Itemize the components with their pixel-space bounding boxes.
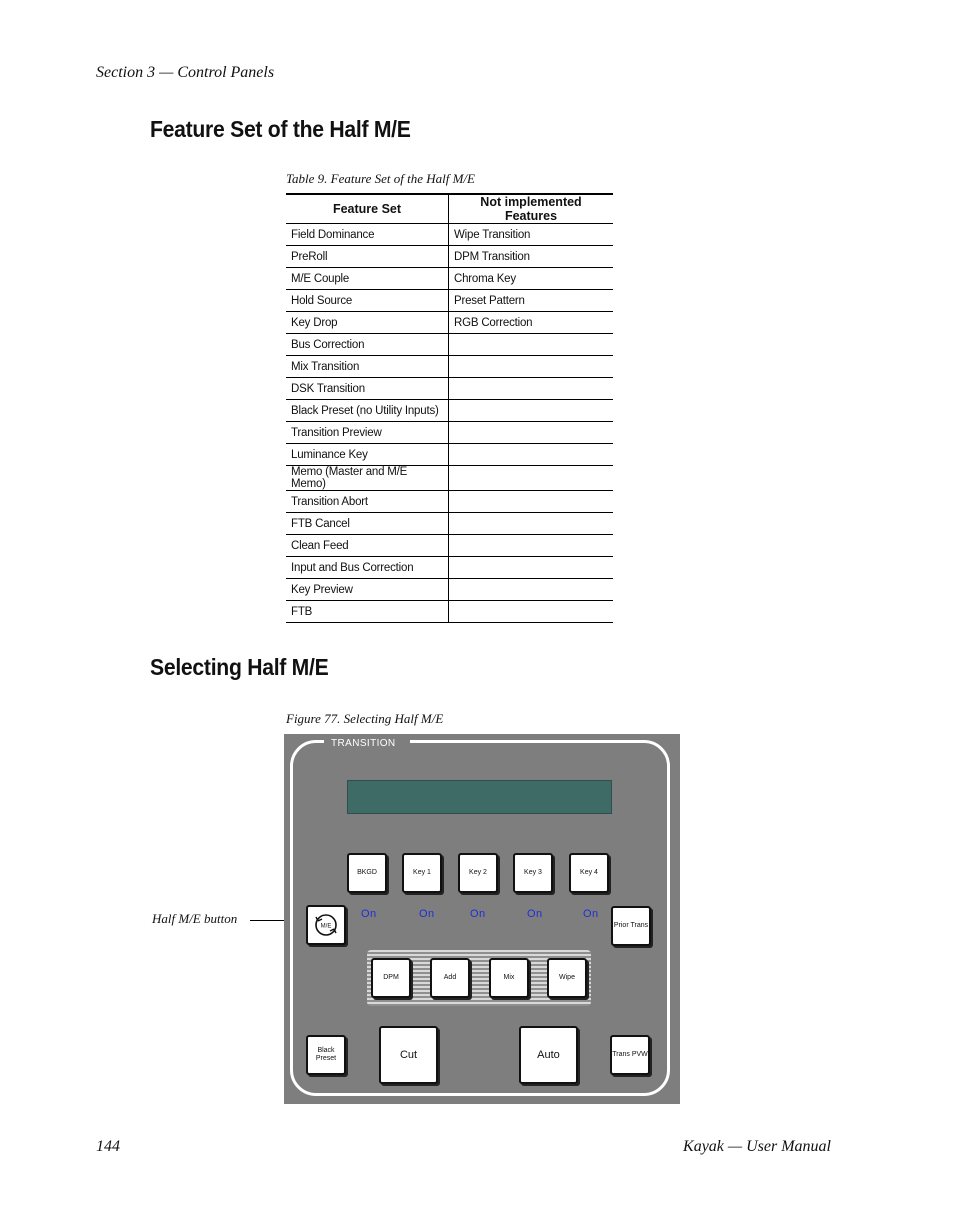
key2-on-label: On [470,908,486,920]
feature-cell: Transition Preview [286,422,449,444]
table-row [286,557,613,579]
not-implemented-cell [449,422,614,444]
key1-button[interactable]: Key 1 [402,853,442,893]
feature-cell: Mix Transition [286,356,449,378]
feature-cell: Key Drop [286,312,449,334]
transition-panel [284,734,680,1104]
auto-button[interactable]: Auto [519,1026,578,1084]
header-feature-set: Feature Set [286,194,449,224]
table-row [286,444,613,466]
trans-pvw-button[interactable]: Trans PVW [610,1035,650,1075]
table-row [286,513,613,535]
not-implemented-cell [449,444,614,466]
feature-cell: DSK Transition [286,378,449,400]
feature-cell: M/E Couple [286,268,449,290]
not-implemented-cell [449,579,614,601]
table-row [286,601,613,623]
table-row [286,422,613,444]
half-me-button[interactable] [306,905,346,945]
table-caption: Table 9. Feature Set of the Half M/E [286,171,475,186]
key4-on-label: On [583,908,599,920]
key2-button[interactable]: Key 2 [458,853,498,893]
table-row [286,378,613,400]
not-implemented-cell: RGB Correction [449,312,614,334]
cut-button[interactable]: Cut [379,1026,438,1084]
figure-caption: Figure 77. Selecting Half M/E [286,711,444,726]
table-row [286,246,613,268]
half-me-icon [313,912,339,938]
footer-title: Kayak — User Manual [683,1138,831,1155]
black-preset-button[interactable]: Black Preset [306,1035,346,1075]
key3-button[interactable]: Key 3 [513,853,553,893]
not-implemented-cell [449,513,614,535]
mix-button[interactable]: Mix [489,958,529,998]
panel-title: TRANSITION [331,738,396,749]
table-row [286,400,613,422]
bkgd-on-label: On [361,908,377,920]
dpm-button[interactable]: DPM [371,958,411,998]
not-implemented-cell [449,601,614,623]
not-implemented-cell [449,378,614,400]
feature-cell: Key Preview [286,579,449,601]
bkgd-button[interactable]: BKGD [347,853,387,893]
feature-table [286,193,613,623]
not-implemented-cell [449,334,614,356]
svg-text:M/E: M/E [320,923,332,930]
heading-feature-set: Feature Set of the Half M/E [150,116,411,142]
not-implemented-cell: DPM Transition [449,246,614,268]
table-row [286,334,613,356]
table-header-row [286,194,613,224]
prior-trans-button[interactable]: Prior Trans [611,906,651,946]
display-screen [347,780,612,814]
wipe-button[interactable]: Wipe [547,958,587,998]
feature-cell: Black Preset (no Utility Inputs) [286,400,449,422]
feature-cell: Field Dominance [286,224,449,246]
not-implemented-cell [449,466,614,491]
table-row [286,491,613,513]
feature-cell: FTB [286,601,449,623]
key3-on-label: On [527,908,543,920]
feature-cell: Memo (Master and M/E Memo) [286,466,449,491]
feature-cell: Input and Bus Correction [286,557,449,579]
not-implemented-cell [449,356,614,378]
feature-cell: Hold Source [286,290,449,312]
feature-cell: Luminance Key [286,444,449,466]
add-button[interactable]: Add [430,958,470,998]
table-row [286,290,613,312]
feature-cell: FTB Cancel [286,513,449,535]
header-not-implemented: Not implemented Features [449,194,614,224]
table-row [286,356,613,378]
feature-cell: PreRoll [286,246,449,268]
not-implemented-cell [449,535,614,557]
table-row [286,268,613,290]
key1-on-label: On [419,908,435,920]
feature-cell: Clean Feed [286,535,449,557]
table-row [286,224,613,246]
table-row [286,466,613,491]
table-row [286,535,613,557]
not-implemented-cell: Wipe Transition [449,224,614,246]
section-header: Section 3 — Control Panels [96,64,275,81]
not-implemented-cell: Chroma Key [449,268,614,290]
heading-selecting-half-me: Selecting Half M/E [150,654,329,680]
feature-cell: Transition Abort [286,491,449,513]
table-row [286,579,613,601]
feature-cell: Bus Correction [286,334,449,356]
not-implemented-cell [449,400,614,422]
not-implemented-cell [449,491,614,513]
key4-button[interactable]: Key 4 [569,853,609,893]
page-number: 144 [96,1138,120,1155]
not-implemented-cell: Preset Pattern [449,290,614,312]
callout-label: Half M/E button [152,911,238,926]
table-row [286,312,613,334]
table-body [286,224,613,623]
not-implemented-cell [449,557,614,579]
